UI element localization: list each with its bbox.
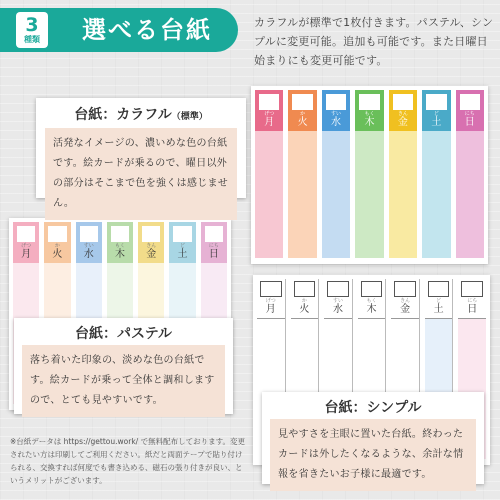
day-name-box [292,94,312,110]
day-ruby: げつ [264,111,275,117]
day-column-1 [288,90,316,258]
day-name-box [460,94,480,110]
day-label: 木 [358,304,386,319]
day-ruby: にち [467,298,478,304]
day-header [355,90,383,131]
day-ruby: すい [83,243,94,249]
board-colorful [251,86,488,264]
day-column-0 [255,90,283,258]
day-header [458,279,486,319]
day-name-box [361,281,383,297]
day-header [76,222,102,263]
day-ruby: にち [208,243,219,249]
day-header [44,222,70,263]
day-ruby: か [301,298,307,304]
day-header [389,90,417,131]
day-name-box [359,94,379,110]
day-label: 日 [464,117,475,128]
day-label: 月 [264,117,275,128]
day-body [288,131,316,258]
day-name-box [173,226,191,242]
day-name-box [393,94,413,110]
card-colorful [36,98,246,209]
day-column-2 [322,90,350,258]
footnote: ※台紙データは https://gettou.work/ で無料配布しております。変更されたい方は印刷してご利用ください。紙だと両面テープで貼り付けられる、交換すれば何度でも書き込める、磁石の張り付きが良い、というメリットがございます。 [10,437,245,485]
day-ruby: げつ [265,298,276,304]
day-header [291,279,319,319]
card-colorful-title-text: 台紙：カラフル [74,107,172,123]
day-label: 金 [146,249,157,260]
day-name-box [259,94,279,110]
day-body [255,131,283,258]
day-name-box [327,281,349,297]
day-ruby: すい [331,111,342,117]
day-body [456,131,484,258]
day-body [322,131,350,258]
day-label: 土 [425,304,453,319]
day-header [201,222,227,263]
day-column-6 [456,90,484,258]
day-label: 日 [208,249,219,260]
day-label: 木 [114,249,125,260]
card-simple-text: 見やすさを主眼に置いた台紙。終わったカードは外したくなるような、余計な情報を省きたいお子様に最適です。 [270,419,476,491]
day-label: 木 [364,117,375,128]
day-name-box [142,226,160,242]
day-header [13,222,39,263]
day-ruby: もく [366,298,377,304]
day-label: 水 [83,249,94,260]
day-header [324,279,352,319]
day-ruby: もく [364,111,375,117]
day-label: 水 [331,117,342,128]
card-pastel-text: 落ち着いた印象の、淡めな色の台紙です。絵カードが乗って全体と調和しますので、とても見やすいです。 [22,345,225,417]
day-label: 水 [324,304,352,319]
step-number: 3 [25,14,39,36]
day-name-box [394,281,416,297]
day-header [358,279,386,319]
step-badge [16,12,48,48]
day-column-5 [422,90,450,258]
day-body [389,131,417,258]
day-body [422,131,450,258]
day-name-box [111,226,129,242]
day-label: 土 [177,249,188,260]
day-name-box [426,94,446,110]
day-header [391,279,419,319]
day-ruby: ど [433,111,439,117]
day-body [355,131,383,258]
day-ruby: にち [464,111,475,117]
step-unit: 種類 [24,35,40,44]
day-header [255,90,283,131]
day-header [288,90,316,131]
day-name-box [461,281,483,297]
day-label: 土 [431,117,442,128]
day-ruby: か [300,111,306,117]
day-name-box [80,226,98,242]
day-column-3 [355,90,383,258]
card-colorful-subtitle: （標準） [171,112,208,122]
day-label: 火 [52,249,63,260]
day-ruby: すい [332,298,343,304]
card-pastel [14,318,233,414]
day-header [425,279,453,319]
day-label: 金 [397,117,408,128]
card-simple-title: 台紙：シンプル [324,400,422,416]
day-header [322,90,350,131]
day-column-4 [389,90,417,258]
day-name-box [294,281,316,297]
card-colorful-title [45,104,237,128]
day-name-box [205,226,223,242]
day-name-box [48,226,66,242]
day-label: 火 [291,304,319,319]
day-header [107,222,133,263]
day-ruby: げつ [21,243,32,249]
day-header [169,222,195,263]
day-ruby: ど [436,298,442,304]
day-ruby: か [54,243,60,249]
day-ruby: もく [114,243,125,249]
page-title: 選べる台紙 [82,16,212,44]
day-label: 日 [458,304,486,319]
day-header [138,222,164,263]
day-name-box [428,281,450,297]
card-simple [262,392,484,484]
day-label: 金 [391,304,419,319]
day-ruby: きん [146,243,157,249]
day-ruby: きん [397,111,408,117]
intro-text: カラフルが標準で1枚付きます。パステル、シンプルに変更可能。追加も可能です。また日曜日始まりにも変更可能です。 [254,16,494,67]
day-name-box [17,226,35,242]
day-ruby: きん [400,298,411,304]
day-ruby: ど [180,243,186,249]
day-header [257,279,285,319]
card-colorful-text: 活発なイメージの、濃いめな色の台紙です。絵カードが乗るので、曜日以外の部分はそこまで色を強くは感じません。 [45,128,237,220]
day-header [422,90,450,131]
day-header [456,90,484,131]
day-label: 月 [21,249,32,260]
day-label: 月 [257,304,285,319]
card-pastel-title: 台紙：パステル [74,326,173,342]
day-name-box [260,281,282,297]
day-label: 火 [297,117,308,128]
day-name-box [326,94,346,110]
